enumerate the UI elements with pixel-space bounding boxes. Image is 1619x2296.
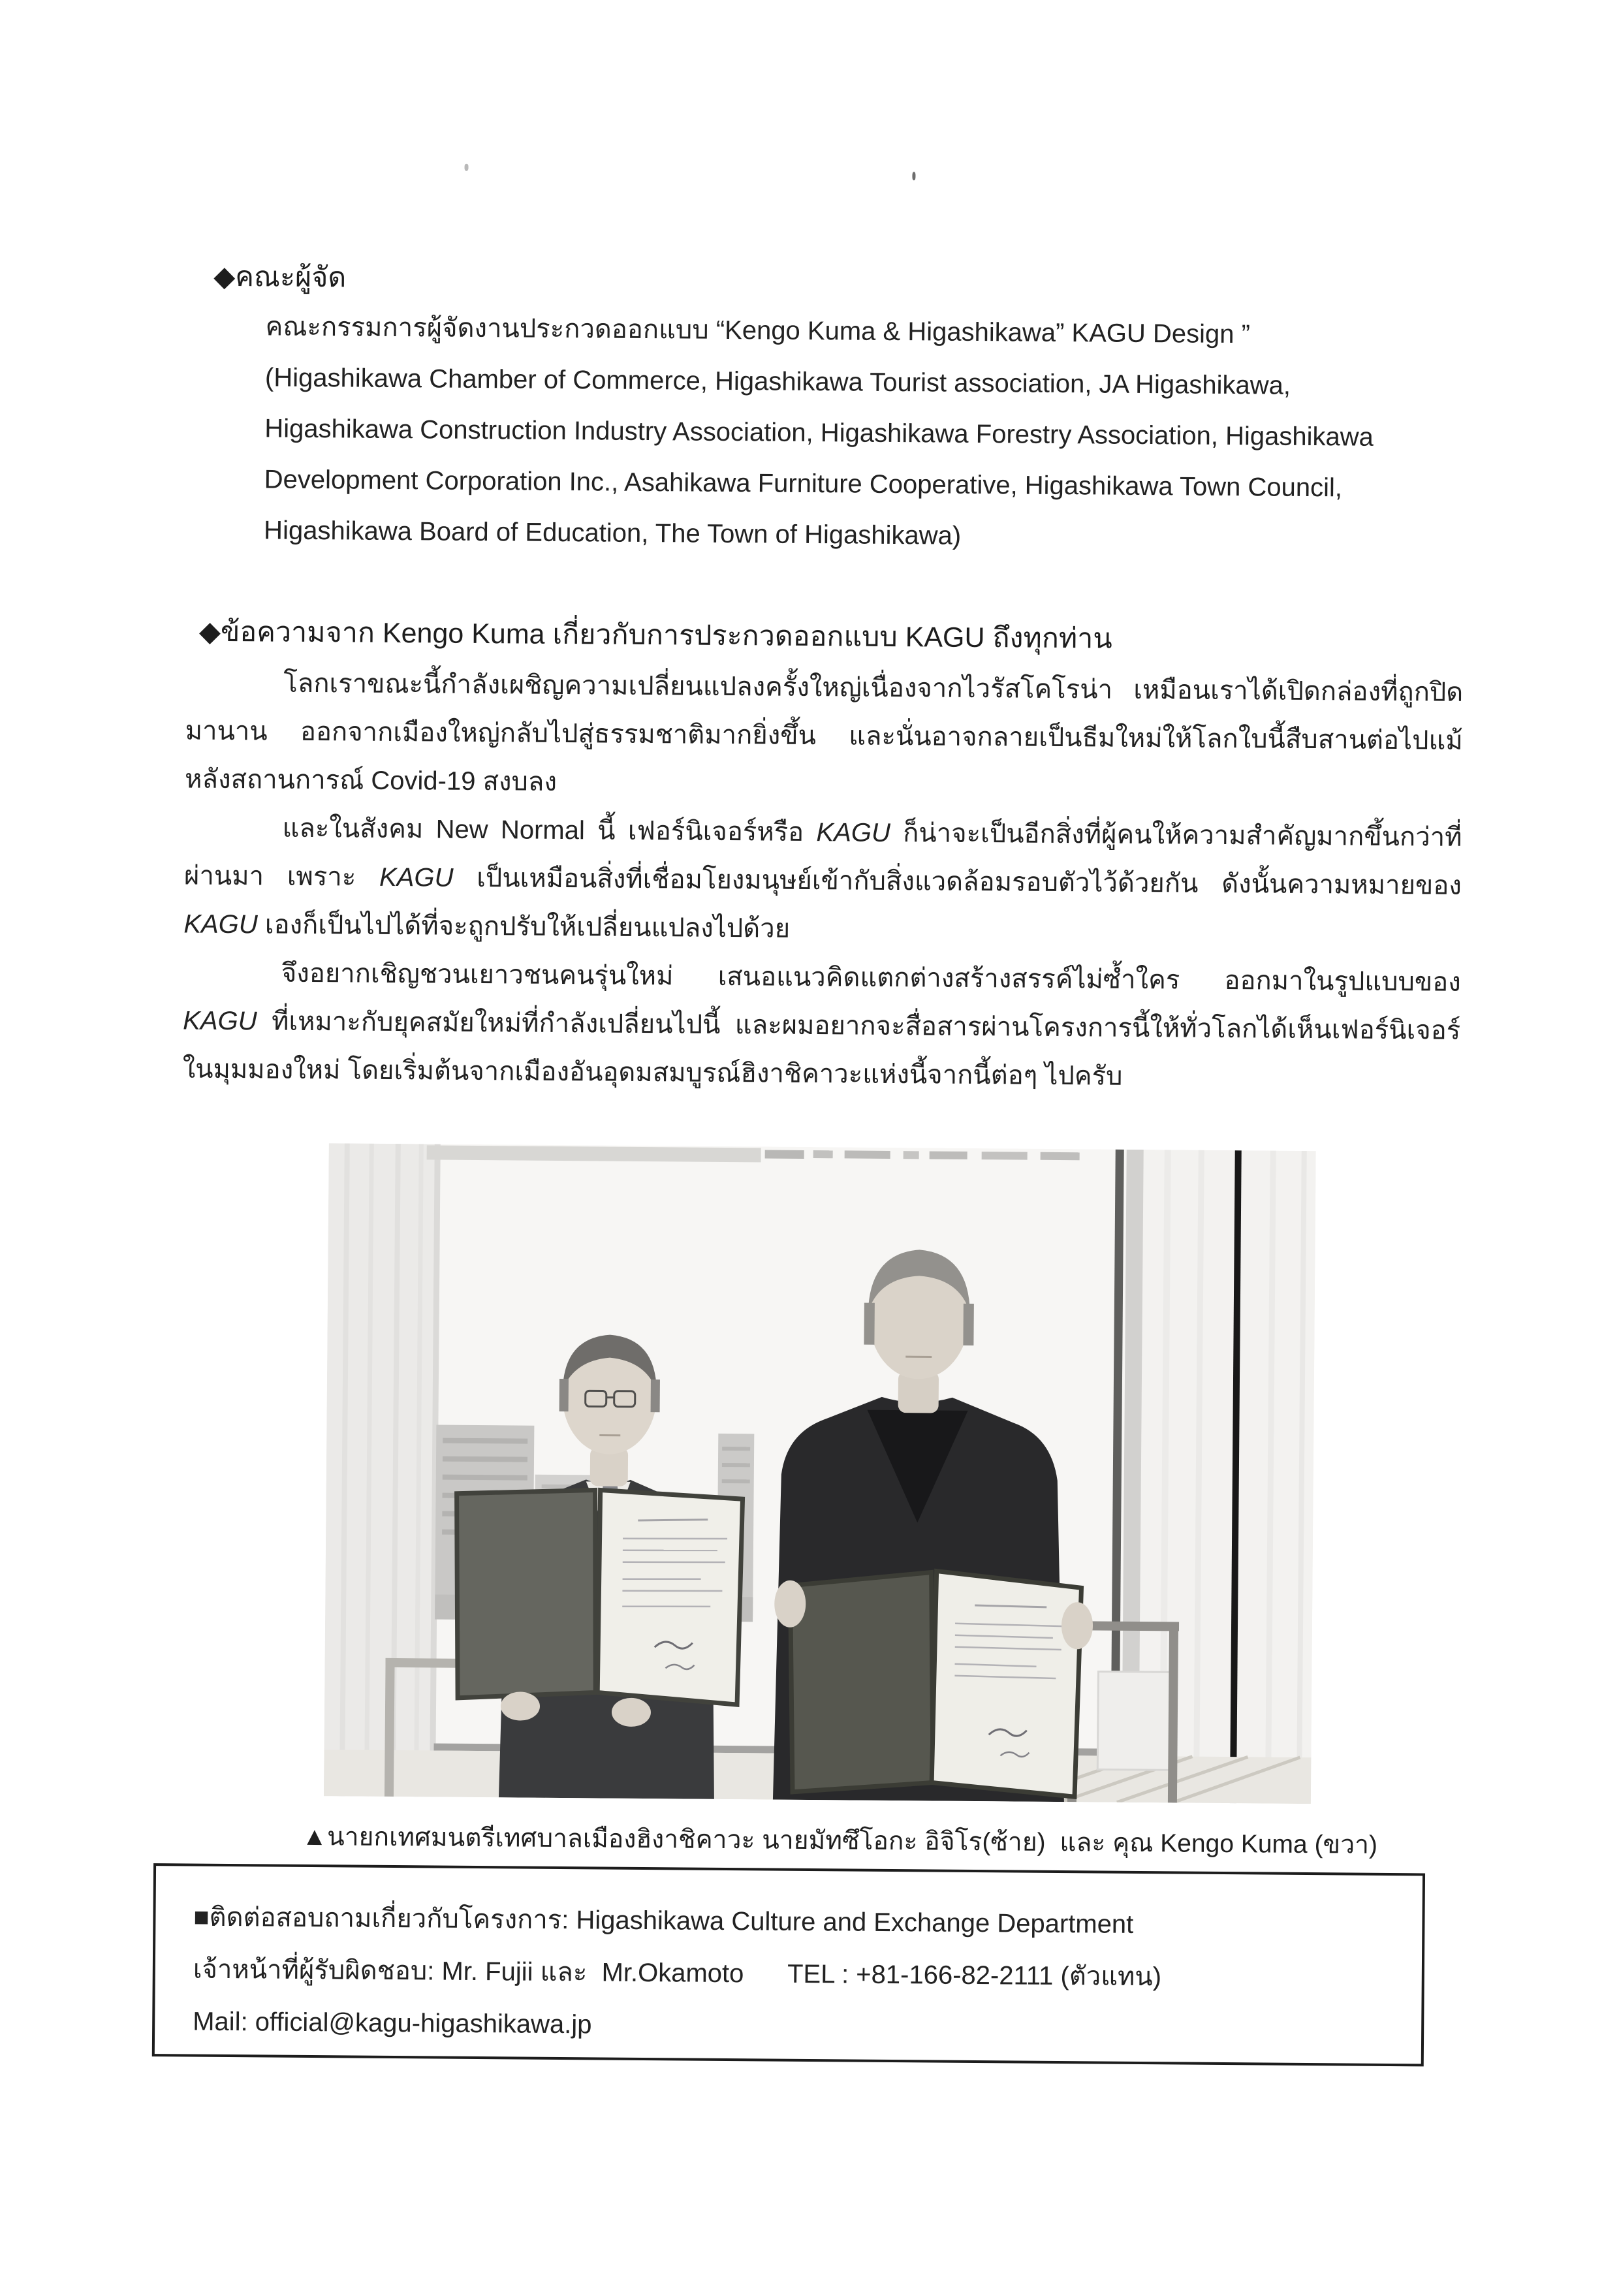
body-line: มานาน ออกจากเมืองใหญ่กลับไปสู่ธรรมชาติมากยิ่งขึ้น และนั่นอาจกลายเป็นธีมใหม่ให้โลกใบนี้สืบสานต่อไปแม้ [185,706,1463,764]
body-line: KAGU เองก็เป็นไปได้ที่จะถูกปรับให้เปลี่ยนแปลงไปด้วย [183,900,1462,958]
organizer-line: Higashikawa Construction Industry Association, Higashikawa Forestry Association, Higashikawa [264,403,1461,463]
contact-line-mail: Mail: official@kagu-higashikawa.jp [193,1996,1402,2058]
organizer-line: Higashikawa Board of Education, The Town of Higashikawa) [264,505,1460,565]
certificate-right [789,1570,1082,1797]
photo-caption: ▲นายกเทศมนตรีเทศบาลเมืองฮิงาชิคาวะ นายมัทซึโอกะ อิจิโร(ซ้าย) และ คุณ Kengo Kuma (ขวา) [302,1816,1377,1865]
body-line: ในมุมมองใหม่ โดยเริ่มต้นจากเมืองอันอุดมสมบูรณ์ฮิงาชิคาวะแห่งนี้จากนี้ต่อๆ ไปครับ [182,1045,1460,1103]
contact-line-staff: เจ้าหน้าที่ผู้รับผิดชอบ: Mr. Fujii และ Mr.Okamoto TEL : +81-166-82-2111 (ตัวแทน) [193,1943,1403,2005]
left-curtain [324,1143,441,1797]
body-line: หลังสถานการณ์ Covid-19 สงบลง [185,755,1463,813]
body-line: KAGU ที่เหมาะกับยุคสมัยใหม่ที่กำลังเปลี่ยนไปนี้ และผมอยากจะสื่อสารผ่านโครงการนี้ให้ทั่วโลกได้เห็นเฟอร์นิเจอร์ [183,996,1461,1054]
body-line: โลกเราขณะนี้กำลังเผชิญความเปลี่ยนแปลงครั้งใหญ่เนื่องจากไวรัสโคโรน่า เหมือนเราได้เปิดกล่องที่ถูกปิด [185,658,1464,716]
body-line: และในสังคม New Normal นี้ เฟอร์นิเจอร์หรือ KAGU ก็น่าจะเป็นอีกสิ่งที่ผู้คนให้ความสำคัญมากขึ้นกว่าที่ [184,803,1462,861]
contact-line-project: ■ติดต่อสอบถามเกี่ยวกับโครงการ: Higashikawa Culture and Exchange Department [193,1891,1403,1953]
organizer-line: (Higashikawa Chamber of Commerce, Higashikawa Tourist association, JA Higashikawa, [265,352,1462,412]
certificate-left [455,1489,743,1705]
organizer-line: คณะกรรมการผู้จัดงานประกวดออกแบบ “Kengo Kuma & Higashikawa” KAGU Design ” [265,301,1462,361]
body-line: ผ่านมา เพราะ KAGU เป็นเหมือนสิ่งที่เชื่อมโยงมนุษย์เข้ากับสิ่งแวดล้อมรอบตัวไว้ด้วยกัน ดังนั้นความหมายของ [184,851,1462,909]
scan-speck [912,172,915,180]
organizer-line: Development Corporation Inc., Asahikawa Furniture Cooperative, Higashikawa Town Council, [264,454,1460,514]
scan-speck [464,164,468,171]
body-line: จึงอยากเชิญชวนเยาวชนคนรุ่นใหม่ เสนอแนวคิดแตกต่างสร้างสรรค์ไม่ซ้ำใคร ออกมาในรูปแบบของ [183,948,1462,1006]
radiator-panel [1097,1672,1171,1770]
organizer-list [264,301,1462,565]
signing-ceremony-photo [324,1143,1316,1804]
message-body [182,658,1463,1103]
organizer-heading: ◆คณะผู้จัด [213,254,347,300]
message-heading: ◆ข้อความจาก Kengo Kuma เกี่ยวกับการประกวดออกแบบ KAGU ถึงทุกท่าน [199,609,1112,661]
contact-box [152,1863,1425,2066]
